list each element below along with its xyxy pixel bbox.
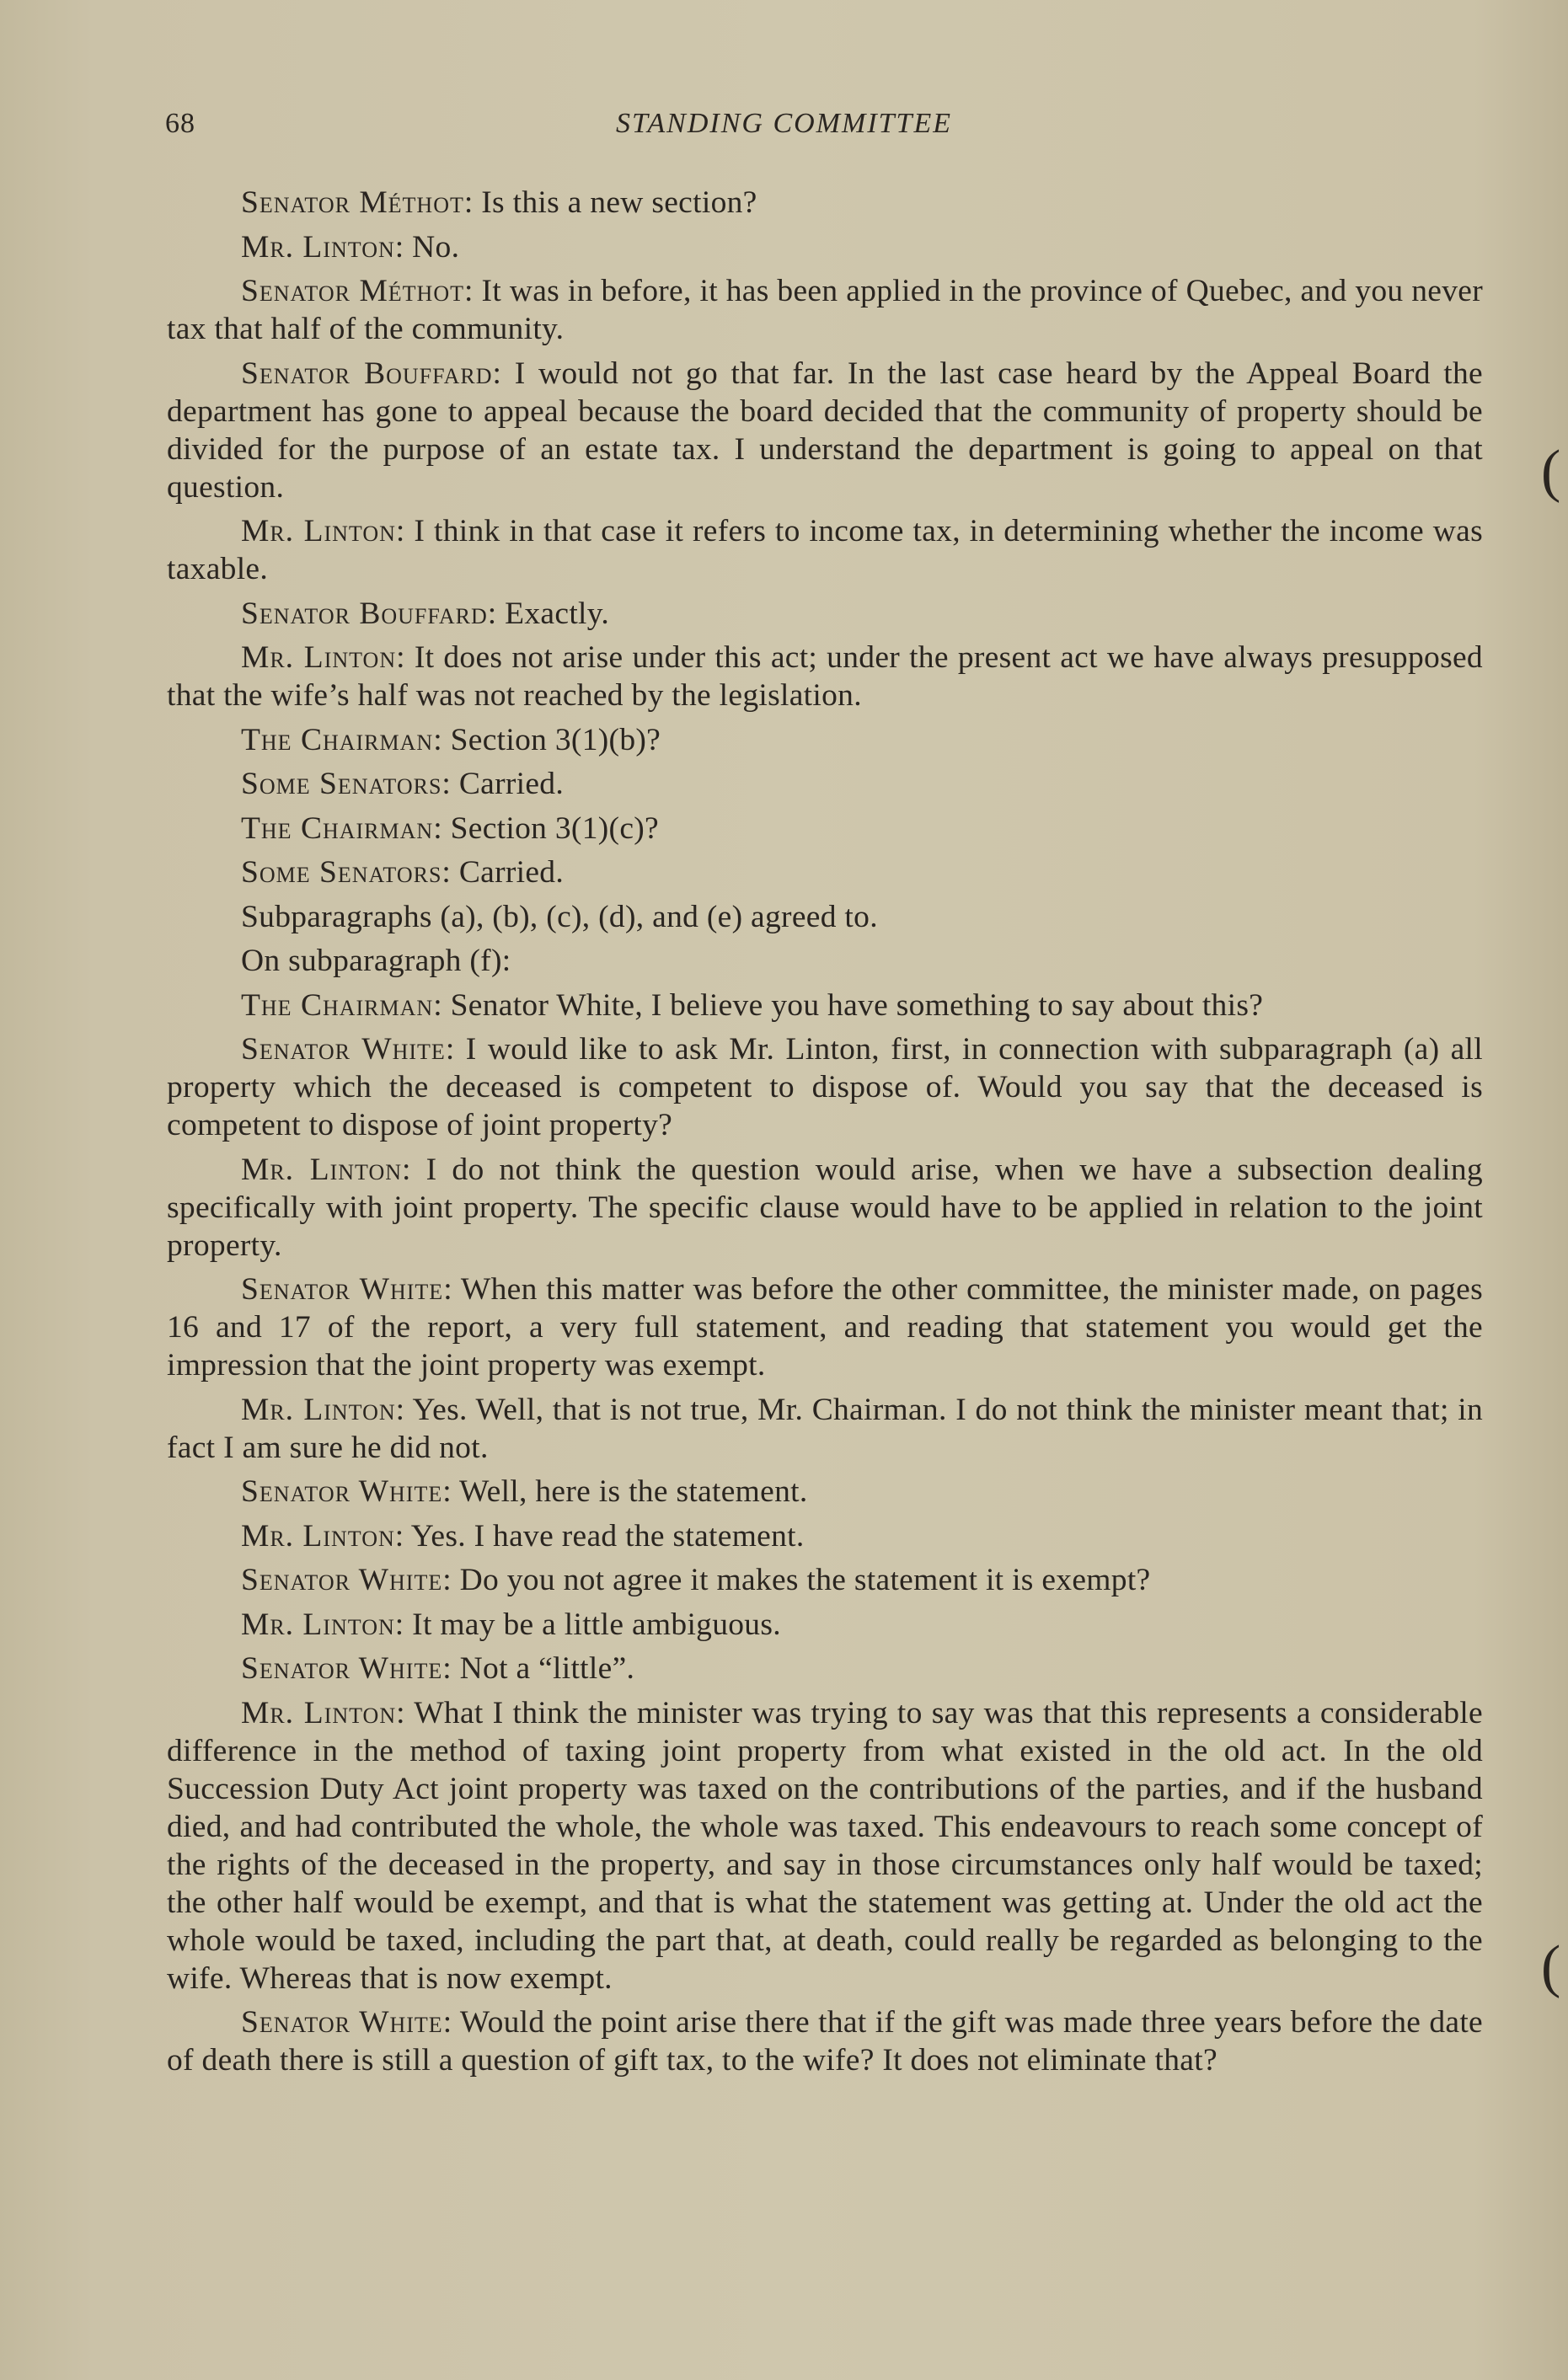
speaker-name: The Chairman bbox=[241, 987, 434, 1023]
transcript-paragraph bbox=[167, 853, 1483, 891]
speech-text: Subparagraphs (a), (b), (c), (d), and (e) agreed to. bbox=[241, 899, 878, 934]
margin-bracket-mark: ( bbox=[1541, 439, 1561, 504]
speaker-name: Senator Méthot bbox=[241, 185, 464, 220]
speaker-name: Mr. Linton bbox=[241, 1152, 403, 1187]
transcript-paragraph bbox=[167, 1473, 1483, 1511]
speaker-separator: : bbox=[442, 1651, 460, 1686]
speaker-name: Mr. Linton bbox=[241, 1607, 395, 1642]
transcript-paragraph bbox=[167, 721, 1483, 759]
speaker-name: The Chairman bbox=[241, 810, 434, 846]
speaker-name: Mr. Linton bbox=[241, 1695, 397, 1730]
transcript-paragraph bbox=[167, 2003, 1483, 2079]
speaker-name: Senator Bouffard bbox=[241, 356, 493, 391]
speech-text: Carried. bbox=[458, 855, 565, 890]
speech-text: Carried. bbox=[458, 767, 565, 801]
speech-text: It was in before, it has been applied in the province of Quebec, and you never tax that half of the community. bbox=[167, 274, 1483, 346]
speaker-separator: : bbox=[395, 1392, 413, 1427]
speaker-separator: : bbox=[395, 514, 415, 548]
speaker-separator: : bbox=[433, 987, 451, 1023]
speech-text: Section 3(1)(c)? bbox=[450, 810, 659, 846]
transcript-paragraph bbox=[167, 1561, 1483, 1599]
speaker-separator: : bbox=[396, 1695, 415, 1730]
speaker-separator: : bbox=[394, 1518, 411, 1554]
speaker-separator: : bbox=[443, 1272, 461, 1307]
speech-text: It may be a little ambiguous. bbox=[412, 1607, 781, 1642]
speech-text: I would not go that far. In the last case heard by the Appeal Board the department has gone to appeal because the board decided that the community of property should be divided for the purpose of an estate tax. I understand the department is going to appeal on that question. bbox=[167, 356, 1483, 505]
speech-text: Is this a new section? bbox=[481, 185, 757, 220]
speaker-separator: : bbox=[487, 596, 506, 631]
speaker-separator: : bbox=[442, 2005, 460, 2040]
speech-text: I would like to ask Mr. Linton, first, in connection with subparagraph (a) all property which the deceased is competent to dispose of. Would you say that the deceased is competent to dispose of joint property? bbox=[167, 1032, 1483, 1142]
speech-text: When this matter was before the other committee, the minister made, on pages 16 and 17 of the report, a very full statement, and reading that statement you would get the impression that the joint property was exempt. bbox=[167, 1272, 1484, 1383]
speaker-separator: : bbox=[396, 640, 415, 675]
speech-text: Yes. Well, that is not true, Mr. Chairman. I do not think the minister meant that; in fact I am sure he did not. bbox=[167, 1392, 1483, 1465]
transcript-paragraph bbox=[167, 1151, 1483, 1265]
transcript-paragraph bbox=[167, 355, 1483, 506]
transcript-paragraph bbox=[167, 1650, 1483, 1687]
transcript-paragraph bbox=[167, 512, 1483, 588]
speech-text: Yes. I have read the statement. bbox=[410, 1518, 805, 1554]
speech-text: I think in that case it refers to income tax, in determining whether the income was taxable. bbox=[167, 514, 1483, 586]
speaker-separator: : bbox=[464, 274, 482, 308]
speaker-name: The Chairman bbox=[241, 722, 434, 757]
transcript-paragraph bbox=[167, 595, 1483, 633]
speaker-name: Senator Méthot bbox=[241, 274, 464, 308]
transcript-paragraph bbox=[167, 639, 1483, 714]
speaker-separator: : bbox=[442, 1563, 460, 1597]
speaker-name: Senator Bouffard bbox=[241, 596, 488, 631]
speaker-name: Some Senators bbox=[241, 767, 442, 801]
speech-text: Well, here is the statement. bbox=[458, 1474, 808, 1509]
speaker-name: Senator White bbox=[241, 1474, 443, 1509]
speaker-name: Senator White bbox=[241, 1272, 444, 1307]
running-title: STANDING COMMITTEE bbox=[616, 108, 952, 139]
speaker-separator: : bbox=[394, 1607, 413, 1642]
speaker-separator: : bbox=[442, 1474, 459, 1509]
speaker-separator: : bbox=[492, 356, 515, 391]
transcript-body bbox=[167, 184, 1483, 2086]
transcript-paragraph bbox=[167, 898, 1483, 936]
transcript-paragraph bbox=[167, 1606, 1483, 1644]
transcript-paragraph bbox=[167, 810, 1483, 848]
speaker-name: Senator White bbox=[241, 2005, 443, 2040]
speaker-separator: : bbox=[433, 810, 451, 846]
speaker-separator: : bbox=[402, 1152, 426, 1187]
speech-text: Would the point arise there that if the gift was made three years before the date of death there is still a question of gift tax, to the wife? It does not eliminate that? bbox=[167, 2005, 1483, 2078]
transcript-paragraph bbox=[167, 1270, 1483, 1384]
speech-text: I do not think the question would arise, when we have a subsection dealing specifically with joint property. The specific clause would have to be applied in relation to the joint property. bbox=[167, 1152, 1483, 1263]
speaker-name: Senator White bbox=[241, 1563, 443, 1597]
speech-text: Section 3(1)(b)? bbox=[450, 722, 661, 757]
transcript-paragraph bbox=[167, 942, 1483, 980]
speaker-name: Mr. Linton bbox=[241, 1518, 395, 1554]
speaker-name: Senator White bbox=[241, 1032, 446, 1067]
transcript-paragraph bbox=[167, 1517, 1483, 1555]
speaker-name: Mr. Linton bbox=[241, 1392, 396, 1427]
speech-text: Not a “little”. bbox=[459, 1651, 635, 1686]
page-header bbox=[0, 108, 1568, 150]
speech-text: It does not arise under this act; under the present act we have always presupposed that the wife’s half was not reached by the legislation. bbox=[167, 640, 1483, 713]
speaker-name: Some Senators bbox=[241, 855, 442, 890]
speaker-separator: : bbox=[394, 229, 413, 265]
transcript-paragraph bbox=[167, 184, 1483, 222]
speaker-separator: : bbox=[442, 767, 459, 801]
transcript-paragraph bbox=[167, 765, 1483, 803]
margin-bracket-mark: ( bbox=[1541, 1934, 1561, 1999]
speaker-separator: : bbox=[445, 1032, 466, 1067]
speaker-name: Mr. Linton bbox=[241, 229, 395, 265]
speech-text: Senator White, I believe you have something to say about this? bbox=[450, 987, 1264, 1023]
speaker-separator: : bbox=[463, 185, 482, 220]
speaker-name: Mr. Linton bbox=[241, 640, 397, 675]
transcript-paragraph bbox=[167, 228, 1483, 266]
speaker-name: Mr. Linton bbox=[241, 514, 396, 548]
speech-text: On subparagraph (f): bbox=[241, 944, 511, 978]
speech-text: Exactly. bbox=[505, 596, 610, 631]
page-number: 68 bbox=[165, 108, 195, 139]
speech-text: Do you not agree it makes the statement it is exempt? bbox=[459, 1563, 1151, 1597]
speaker-name: Senator White bbox=[241, 1651, 443, 1686]
transcript-paragraph bbox=[167, 987, 1483, 1024]
speaker-separator: : bbox=[433, 722, 451, 757]
transcript-paragraph bbox=[167, 1030, 1483, 1144]
transcript-paragraph bbox=[167, 272, 1483, 348]
speech-text: What I think the minister was trying to say was that this represents a considerable difference in the method of taxing joint property from what existed in the old act. In the old Succession Duty Act joint property was taxed on the contributions of the parties, and if the husband died, and had contributed the whole, the whole was taxed. This endeavours to reach some concept of the rights of the deceased in the property, and say in those circumstances only half would be taxed; the other half would be exempt, and that is what the statement was getting at. Under the old act the whole would be taxed, including the part that, at death, could really be regarded as belonging to the wife. Whereas that is now exempt. bbox=[167, 1695, 1483, 1996]
speaker-separator: : bbox=[442, 855, 459, 890]
transcript-paragraph bbox=[167, 1694, 1483, 1998]
transcript-paragraph bbox=[167, 1391, 1483, 1467]
speech-text: No. bbox=[412, 229, 460, 265]
